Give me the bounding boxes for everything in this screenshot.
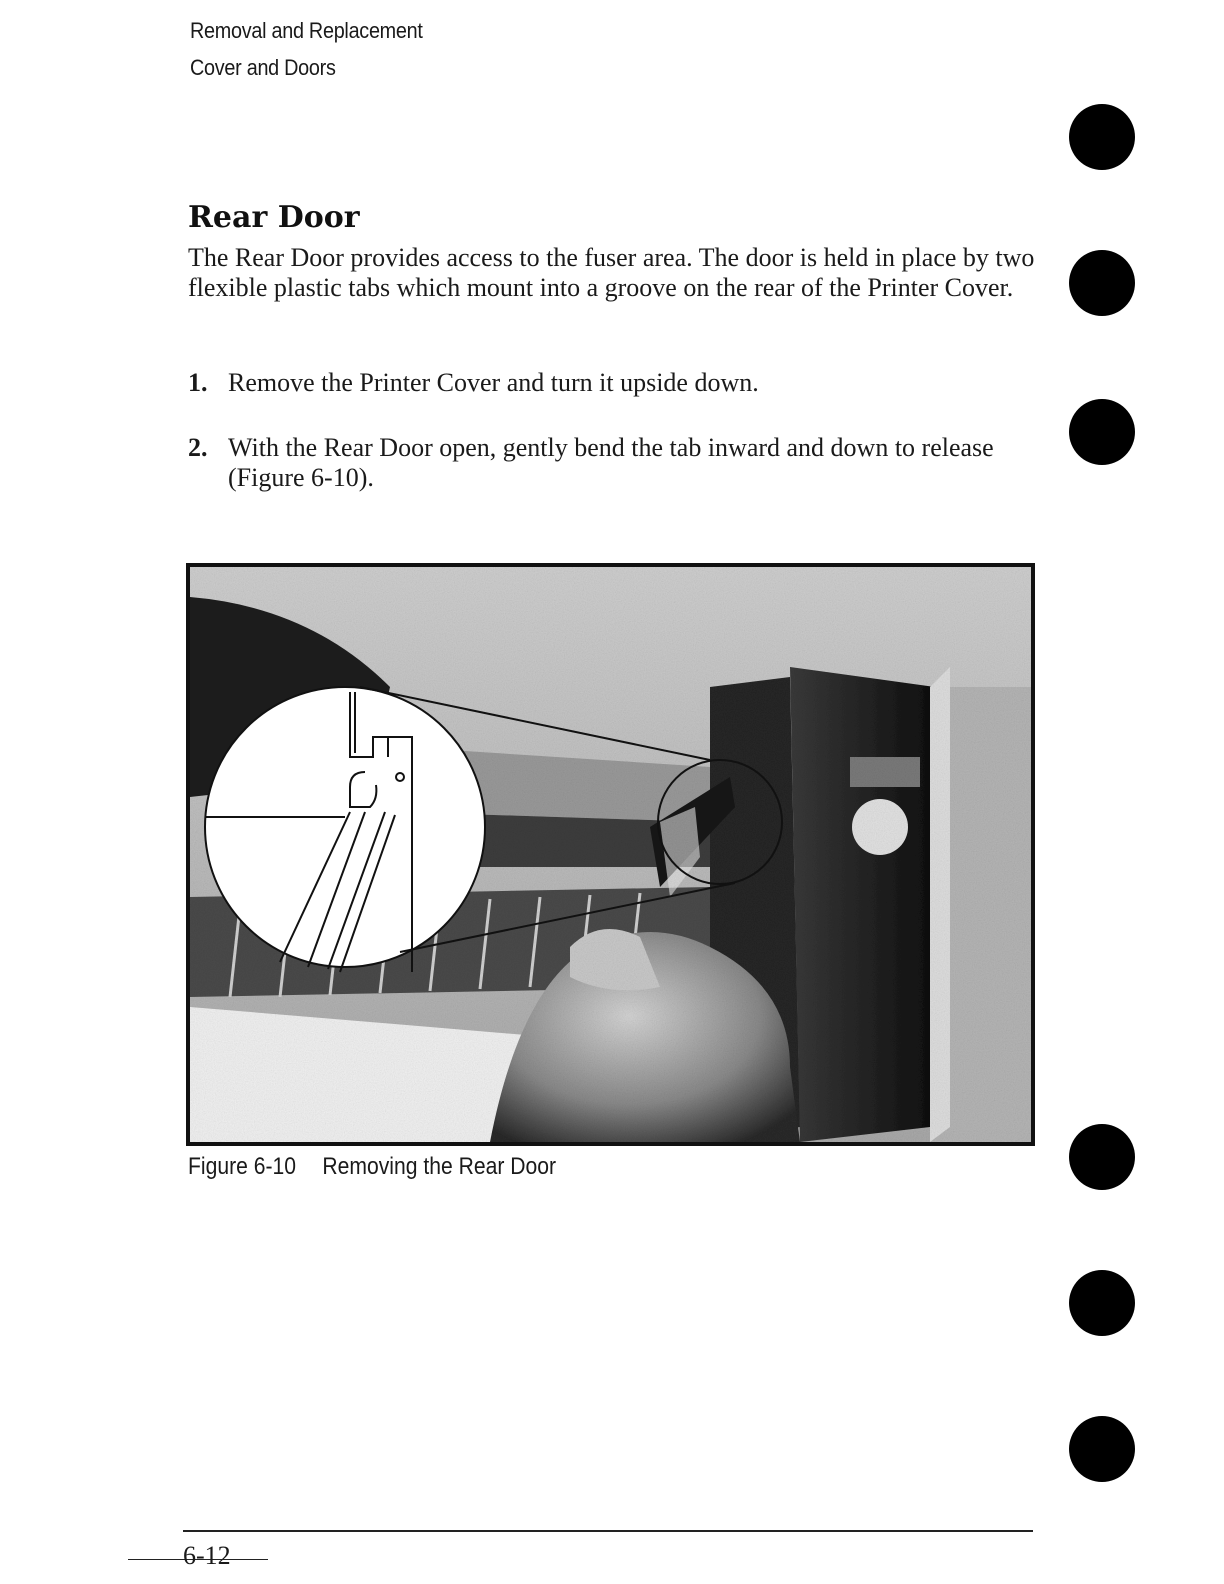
binder-hole-1 [1069, 104, 1135, 170]
figure-photo-rear-door [186, 563, 1035, 1146]
step-text: Remove the Printer Cover and turn it upside down. [228, 368, 759, 397]
photo-illustration [190, 567, 1031, 1142]
step-number: 1. [188, 368, 208, 397]
figure-title: Removing the Rear Door [322, 1153, 557, 1180]
page-number: 6-12 [183, 1541, 231, 1570]
step-text: With the Rear Door open, gently bend the tab inward and down to release (Figure 6-10). [228, 433, 994, 492]
step-number: 2. [188, 433, 208, 462]
figure-caption [188, 1153, 556, 1181]
section-title: Rear Door [188, 200, 360, 235]
binder-hole-5 [1069, 1270, 1135, 1336]
intro-paragraph: The Rear Door provides access to the fuser area. The door is held in place by two flexible plastic tabs which mount into a groove on the rear of the Printer Cover. [188, 243, 1035, 302]
footer-rule [183, 1530, 1033, 1532]
step-item [188, 368, 1038, 398]
figure-label: Figure 6-10 [188, 1153, 297, 1180]
running-header-subsection: Cover and Doors [190, 55, 336, 80]
step-item [188, 433, 1038, 493]
binder-hole-6 [1069, 1416, 1135, 1482]
running-header-section: Removal and Replacement [190, 18, 423, 43]
binder-hole-2 [1069, 250, 1135, 316]
binder-hole-4 [1069, 1124, 1135, 1190]
binder-hole-3 [1069, 399, 1135, 465]
